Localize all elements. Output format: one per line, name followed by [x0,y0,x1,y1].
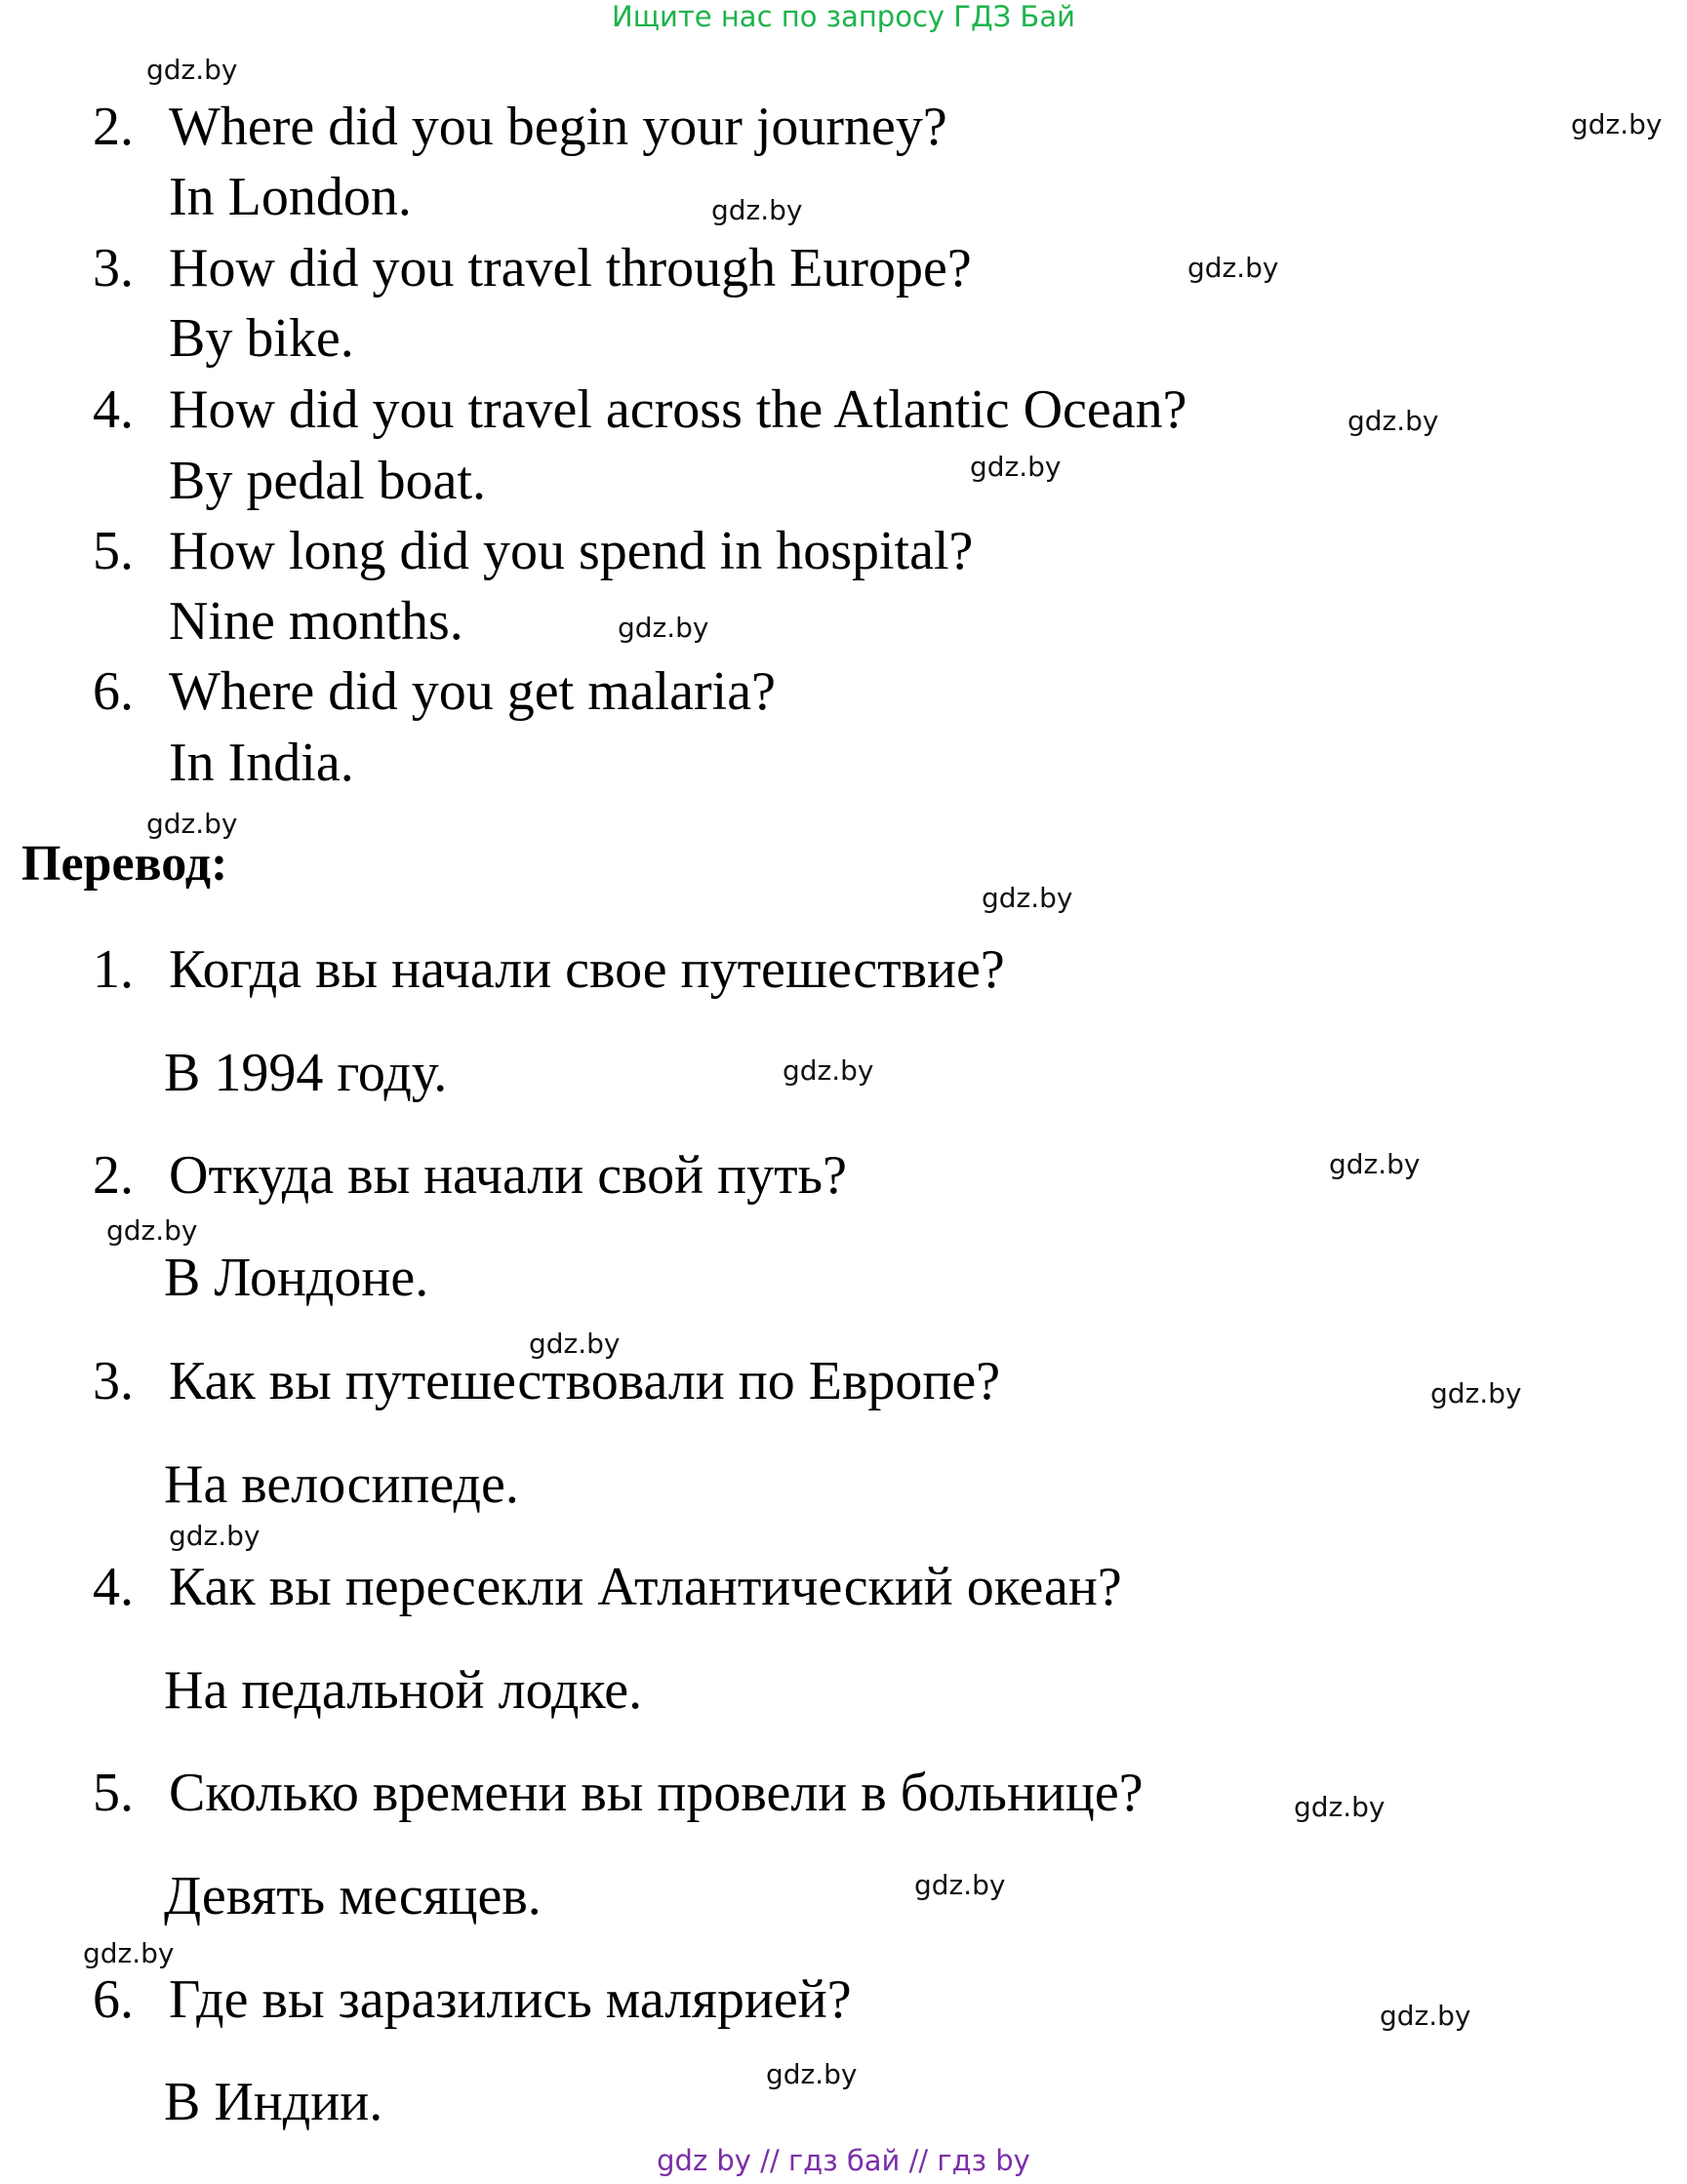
answer-text: В Лондоне. [164,1248,429,1308]
item-number: 3. [93,238,134,298]
watermark: gdz.by [146,808,238,840]
answer-text: Nine months. [169,591,463,652]
answer-text: By pedal boat. [169,451,487,511]
answer-text: В 1994 году. [164,1043,448,1103]
watermark: gdz.by [1347,405,1439,437]
watermark: gdz.by [146,54,238,86]
item-number: 4. [93,1557,134,1617]
watermark: gdz.by [982,882,1073,914]
translation-heading: Перевод: [21,836,228,892]
question-text: How did you travel through Europe? [169,238,972,298]
item-number: 1. [93,939,134,1000]
answer-text: In London. [169,167,412,227]
question-text: Where did you begin your journey? [169,97,947,157]
watermark: gdz.by [766,2058,858,2090]
watermark: gdz.by [1187,252,1279,284]
header-search-banner[interactable]: Ищите нас по запросу ГДЗ Бай [612,0,1075,33]
answer-text: В Индии. [164,2072,383,2132]
watermark: gdz.by [618,612,709,644]
question-text: Как вы путешествовали по Европе? [169,1351,1001,1411]
answer-text: На велосипеде. [164,1454,519,1515]
watermark: gdz.by [83,1937,175,1969]
answer-text: In India. [169,733,354,793]
watermark: gdz.by [1294,1791,1386,1823]
answer-text: На педальной лодке. [164,1660,643,1721]
item-number: 2. [93,97,134,157]
question-text: Как вы пересекли Атлантический океан? [169,1557,1122,1617]
item-number: 5. [93,521,134,581]
footer-banner[interactable]: gdz by // гдз бай // гдз by [657,2144,1030,2177]
item-number: 3. [93,1351,134,1411]
question-text: Когда вы начали свое путешествие? [169,939,1005,1000]
watermark: gdz.by [1571,108,1663,140]
question-text: How long did you spend in hospital? [169,521,974,581]
watermark: gdz.by [106,1214,198,1247]
item-number: 6. [93,1969,134,2030]
watermark: gdz.by [970,451,1062,483]
item-number: 4. [93,379,134,440]
watermark: gdz.by [1380,2000,1471,2032]
watermark: gdz.by [529,1328,621,1360]
watermark: gdz.by [711,194,803,226]
answer-text: Девять месяцев. [164,1866,542,1926]
item-number: 6. [93,661,134,722]
question-text: Сколько времени вы провели в больнице? [169,1763,1144,1823]
item-number: 2. [93,1145,134,1206]
question-text: How did you travel across the Atlantic Ocean? [169,379,1187,440]
watermark: gdz.by [169,1520,261,1552]
watermark: gdz.by [1430,1377,1522,1410]
watermark: gdz.by [914,1869,1006,1901]
question-text: Где вы заразились малярией? [169,1969,852,2030]
answer-text: By bike. [169,308,354,369]
watermark: gdz.by [1329,1148,1421,1180]
item-number: 5. [93,1763,134,1823]
watermark: gdz.by [783,1054,874,1087]
question-text: Откуда вы начали свой путь? [169,1145,847,1206]
question-text: Where did you get malaria? [169,661,776,722]
